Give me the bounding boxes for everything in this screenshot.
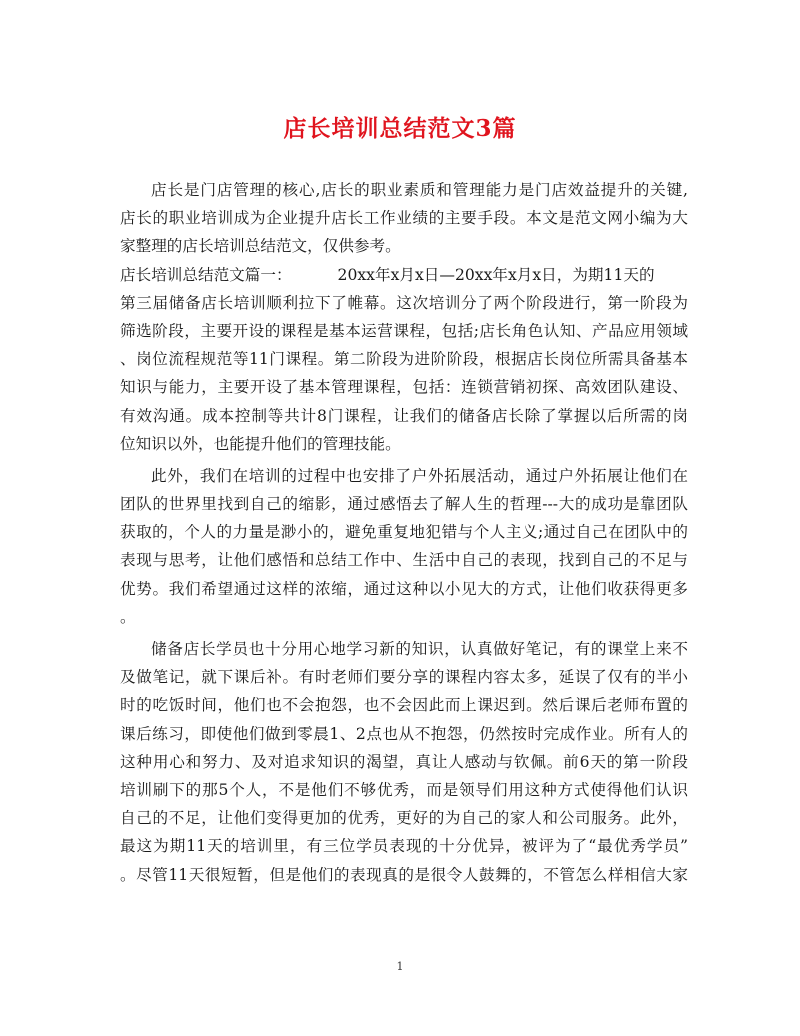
page-number: 1 (396, 960, 404, 973)
text-line: 第三届储备店长培训顺利拉下了帷幕。这次培训分了两个阶段进行，第一阶段为 (120, 293, 688, 312)
text-line: 有效沟通。成本控制等共计8门课程，让我们的储备店长除了掌握以后所需的岗 (120, 406, 688, 425)
text-line: 及做笔记，就下课后补。有时老师们要分享的课程内容太多，延误了仅有的半小 (120, 668, 688, 687)
text-line: 。尽管11天很短暂，但是他们的表现真的是很令人鼓舞的，不管怎么样相信大家 (120, 865, 688, 884)
text-line: 家整理的店长培训总结范文，仅供参考。 (120, 237, 401, 256)
text-line: 自己的不足，让他们变得更加的优秀，更好的为自己的家人和公司服务。此外， (120, 809, 688, 828)
text-line: 、岗位流程规范等11门课程。第二阶段为进阶阶段，根据店长岗位所需具备基本 (120, 350, 688, 369)
section-heading-line (120, 261, 688, 289)
text-line: 表现与思考，让他们感悟和总结工作中、生活中自己的表现，找到自己的不足与 (120, 551, 688, 570)
text-line: 店长的职业培训成为企业提升店长工作业绩的主要手段。本文是范文网小编为大 (120, 209, 688, 228)
text-line: 优势。我们希望通过这样的浓缩，通过这种以小见大的方式，让他们收获得更多 (120, 579, 688, 598)
document-title: 店长培训总结范文3篇 (283, 115, 517, 142)
text-line: 店长是门店管理的核心,店长的职业素质和管理能力是门店效益提升的关键, (151, 181, 688, 199)
text-line: 此外，我们在培训的过程中也安排了户外拓展活动，通过户外拓展让他们在 (151, 466, 688, 485)
document-body (120, 176, 688, 889)
text-line: 课后练习，即使他们做到零晨1、2点也从不抱怨，仍然按时完成作业。所有人的 (120, 724, 688, 743)
text-line: 知识与能力，主要开设了基本管理课程，包括：连锁营销初探、高效团队建设、 (120, 378, 688, 397)
section-date: 20xx年x月x日—20xx年x月x日，为期11天的 (337, 265, 655, 284)
text-line: 最这为期11天的培训里，有三位学员表现的十分优异，被评为了“最优秀学员” (120, 837, 688, 856)
text-line: 筛选阶段，主要开设的课程是基本运营课程，包括;店长角色认知、产品应用领域 (120, 321, 688, 340)
text-line: 培训刷下的那5个人，不是他们不够优秀，而是领导们用这种方式使得他们认识 (120, 780, 688, 799)
text-line: 。 (120, 607, 136, 626)
section-label: 店长培训总结范文篇一： (120, 265, 292, 284)
text-line: 位知识以外，也能提升他们的管理技能。 (120, 434, 401, 453)
text-line: 储备店长学员也十分用心地学习新的知识，认真做好笔记，有的课堂上来不 (151, 640, 688, 658)
text-line: 这种用心和努力、及对追求知识的渴望，真让人感动与钦佩。前6天的第一阶段 (120, 752, 688, 771)
text-line: 团队的世界里找到自己的缩影，通过感悟去了解人生的哲理---大的成功是靠团队 (120, 495, 688, 514)
text-line: 时的吃饭时间，他们也不会抱怨，也不会因此而上课迟到。然后课后老师布置的 (120, 696, 688, 715)
text-line: 获取的，个人的力量是渺小的，避免重复地犯错与个人主义;通过自己在团队中的 (120, 523, 688, 542)
